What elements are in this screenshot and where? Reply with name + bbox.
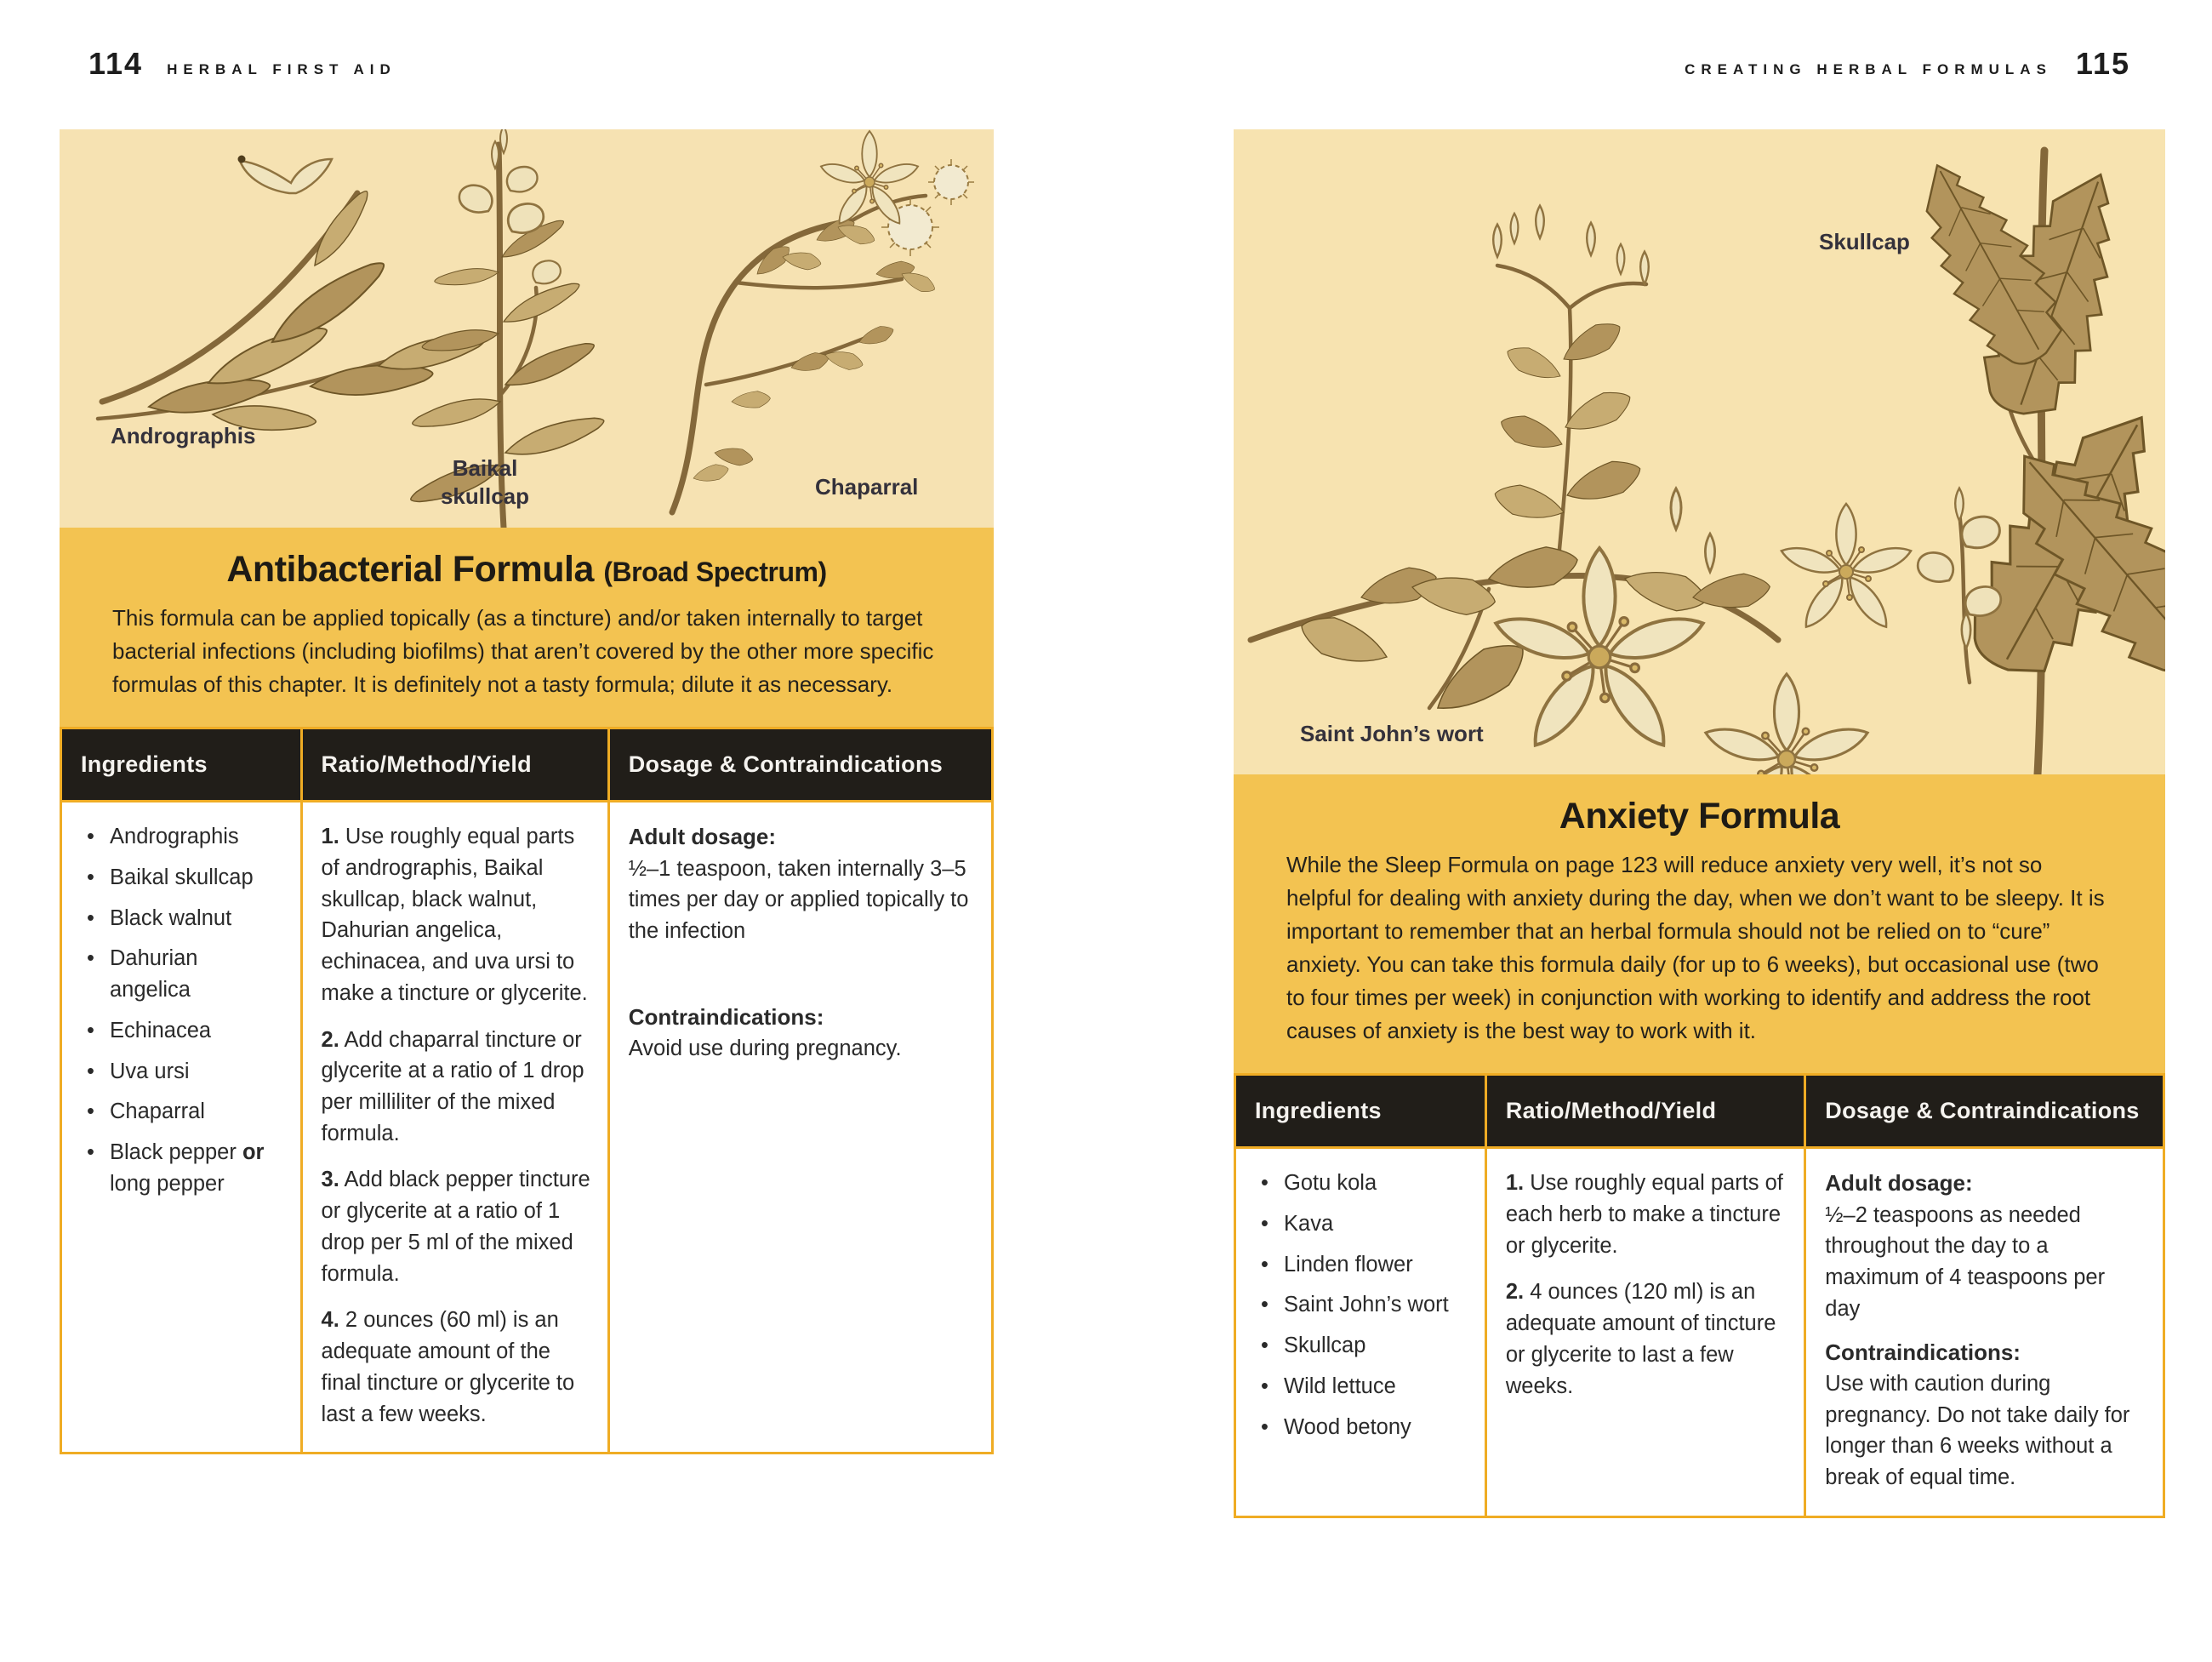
ingredient-item: • Saint John’s wort	[1255, 1289, 1468, 1321]
column-header-ratio: Ratio/Method/Yield	[303, 729, 607, 800]
column-header-ingredients: Ingredients	[1236, 1076, 1485, 1146]
formula-title-right	[1273, 797, 2126, 837]
antibacterial-header-box	[60, 528, 994, 727]
ingredient-item: • Dahurian angelica	[81, 943, 283, 1005]
page-number-right: 115	[2075, 46, 2130, 81]
contraindications-label: Contraindications:	[628, 1003, 824, 1030]
method-step: 1. Use roughly equal parts of andrographis, Baikal skullcap, black walnut, Dahurian angelica, echinacea, and uva ursi to make a tincture or glycerite.	[321, 825, 588, 1005]
formula-description-right: While the Sleep Formula on page 123 will reduce anxiety very well, it’s not so helpful for dealing with anxiety during the day, when we don’t want to be sleepy. It is important to remember that an herbal formula should not be relied on to “cure” anxiety. You can take this formula daily (for up to 6 weeks), but occasional use (two to four times per week) in conjunction with working to identify and address the root causes of anxiety is the best way to work with it.	[1286, 852, 2105, 1044]
ingredient-item: • Black pepper or long pepper	[81, 1137, 283, 1199]
anxiety-formula-card	[1234, 129, 2165, 1540]
running-head-left	[88, 46, 396, 82]
ingredients-list	[81, 821, 283, 1199]
contraindications-label: Contraindications:	[1825, 1339, 2021, 1365]
ingredient-item: • Black walnut	[81, 903, 283, 934]
ingredient-item: • Kava	[1255, 1208, 1468, 1240]
ingredients-cell	[1236, 1149, 1485, 1516]
running-head-title-left: HERBAL FIRST AID	[167, 61, 396, 77]
ingredients-list	[1255, 1168, 1468, 1442]
method-cell	[303, 802, 607, 1452]
chaparral-drawing	[672, 131, 974, 512]
ingredient-item: • Gotu kola	[1255, 1168, 1468, 1199]
ingredient-item: • Baikal skullcap	[81, 862, 283, 894]
method-step: 3. Add black pepper tincture or glycerite at a ratio of 1 drop per 5 ml of the mixed formula.	[321, 1168, 590, 1286]
plant-label-skullcap: Skullcap	[1819, 229, 1910, 254]
dosage-cell	[1806, 1149, 2163, 1516]
method-step: 4. 2 ounces (60 ml) is an adequate amount of the final tincture or glycerite to last a few weeks.	[321, 1308, 575, 1426]
contraindications-text: Use with caution during pregnancy. Do not take daily for longer than 6 weeks without a break of equal time.	[1825, 1372, 2130, 1490]
running-head-title-right: CREATING HERBAL FORMULAS	[1685, 61, 2052, 77]
plant-label-baikal-skullcap: Baikal skullcap	[440, 455, 530, 509]
contraindications-text: Avoid use during pregnancy.	[628, 1037, 902, 1061]
method-step: 2. Add chaparral tincture or glycerite at a ratio of 1 drop per milliliter of the mixed formula.	[321, 1027, 584, 1145]
antibacterial-table	[60, 727, 994, 1454]
anxiety-header-box	[1234, 774, 2165, 1073]
method-step: 2. 4 ounces (120 ml) is an adequate amount of tincture or glycerite to last a few weeks.	[1505, 1280, 1776, 1398]
adult-dosage-text: ½–2 teaspoons as needed throughout the day to a maximum of 4 teaspoons per day	[1825, 1202, 2106, 1321]
method-cell	[1487, 1149, 1804, 1516]
adult-dosage-label: Adult dosage:	[1825, 1170, 1973, 1197]
skullcap-drawing	[1897, 145, 2165, 774]
antibacterial-illustration	[60, 129, 994, 528]
anxiety-table	[1234, 1073, 2165, 1518]
column-header-dosage: Dosage & Contraindications	[610, 729, 991, 800]
saint-johns-wort-drawing	[1251, 206, 1914, 774]
column-header-ingredients: Ingredients	[62, 729, 300, 800]
adult-dosage-label: Adult dosage:	[628, 824, 777, 850]
formula-description-left: This formula can be applied topically (as a tincture) and/or taken internally to target bacterial infections (including biofilms) that aren’t covered by the other more specific formulas of this chapter. It is definitely not a tasty formula; dilute it as necessary.	[112, 605, 934, 698]
botanical-illustration-right	[1234, 129, 2165, 774]
ingredient-item: • Skullcap	[1255, 1330, 1468, 1362]
ingredient-item: • Linden flower	[1255, 1249, 1468, 1281]
method-step: 1. Use roughly equal parts of each herb to make a tincture or glycerite.	[1505, 1171, 1783, 1258]
formula-title-left	[99, 550, 955, 590]
formula-title-suffix: (Broad Spectrum)	[603, 557, 827, 587]
formula-title-main: Antibacterial Formula	[226, 549, 594, 590]
ingredient-item: • Wild lettuce	[1255, 1371, 1468, 1402]
ingredient-item: • Chaparral	[81, 1096, 283, 1128]
ingredient-item: • Echinacea	[81, 1015, 283, 1047]
plant-label-chaparral: Chaparral	[815, 474, 919, 500]
antibacterial-formula-card	[60, 129, 994, 1476]
column-header-dosage: Dosage & Contraindications	[1806, 1076, 2163, 1146]
formula-title-main: Anxiety Formula	[1559, 796, 1840, 837]
ingredient-item: • Andrographis	[81, 821, 283, 853]
ingredient-item: • Wood betony	[1255, 1412, 1468, 1443]
ingredient-item: • Uva ursi	[81, 1056, 283, 1088]
plant-label-saint-johns-wort: Saint John’s wort	[1300, 721, 1484, 746]
column-header-ratio: Ratio/Method/Yield	[1487, 1076, 1804, 1146]
andrographis-drawing	[98, 156, 488, 434]
plant-label-andrographis: Andrographis	[111, 423, 256, 448]
adult-dosage-text: ½–1 teaspoon, taken internally 3–5 times per day or applied topically to the infection	[628, 856, 969, 944]
running-head-right	[1685, 46, 2130, 82]
dosage-cell	[610, 802, 991, 1452]
anxiety-illustration	[1234, 129, 2165, 774]
ingredients-cell	[62, 802, 300, 1452]
page-number-left: 114	[88, 46, 144, 81]
